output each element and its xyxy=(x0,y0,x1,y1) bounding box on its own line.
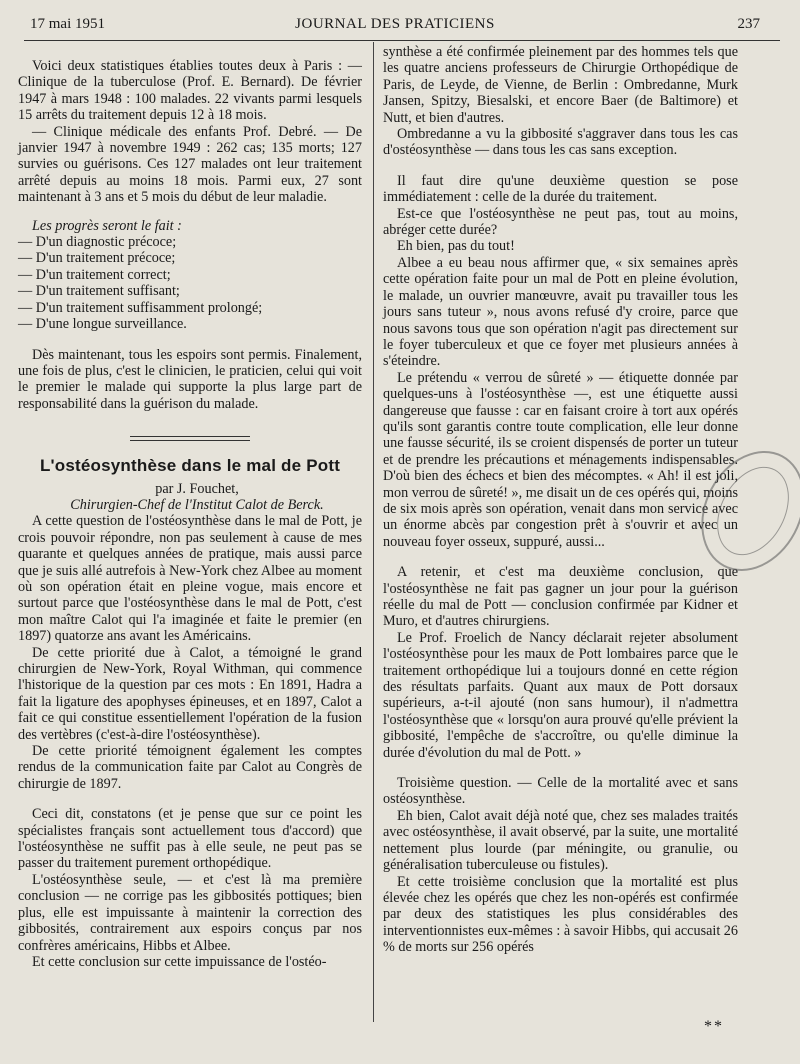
header-page-number: 237 xyxy=(737,16,760,32)
paragraph: Est-ce que l'ostéosynthèse ne peut pas, tout au moins, abréger cette durée? xyxy=(383,205,738,239)
paragraph: A retenir, et c'est ma deuxième conclusion, que l'ostéosynthèse ne fait pas gagner un jour pour la guérison réelle du mal de Pott — conclusion confirmée par Kidner et Muro, et d'autres chirurgiens. xyxy=(383,564,738,630)
list-item: — D'un traitement précoce; xyxy=(18,250,176,267)
paragraph: Le prétendu « verrou de sûreté » — étiquette donnée par quelques-uns à l'ostéosynthèse —, est une étiquette aussi dangereuse que fausse : car en faisant croire à tort aux opérés qu'ils sont garantis contre toute complication, elle leur donne une fausse sécurité, ils se croient dispensés de porter un tuteur et de prendre les précautions et ménagements indispensables. D'où bien des échecs et bien des mécomptes. « Ah! il est joli, mon verrou de sûreté! », me disait un de ces opérés qui, moins de six mois après son opération, venait dans mon service avec un énorme abcès par congestion prêt à s'ouvrir et avec un nouveau foyer osseux, suppuré, aussi... xyxy=(383,369,738,550)
article-byline: par J. Fouchet, xyxy=(155,480,239,497)
paragraph: Ombredanne a vu la gibbosité s'aggraver dans tous les cas d'ostéosynthèse — dans tous les cas sans exception. xyxy=(383,126,738,159)
list-lead: Les progrès seront le fait : xyxy=(32,217,182,234)
paragraph: A cette question de l'ostéosynthèse dans le mal de Pott, je crois pouvoir répondre, non pas seulement à cause de mes quarante et quelques années de pratique, mais aussi parce que je suis allé autrefois à New-York chez Albee au moment où son opération était en pleine vogue, mais encore et surtout parce que l'ostéosynthèse dans le mal de Pott, c'est mon maître Calot qui l'a imaginée et faite le premier (en 1897) quatorze ans avant les Américains. xyxy=(18,513,362,645)
left-column xyxy=(18,58,362,970)
header-journal-title: JOURNAL DES PRATICIENS xyxy=(295,16,495,32)
paragraph: De cette priorité témoignent également les comptes rendus de la communication faite par Calot au Congrès de chirurgie de 1897. xyxy=(18,743,362,792)
paragraph: — Clinique médicale des enfants Prof. Debré. — De janvier 1947 à novembre 1949 : 262 cas; 135 morts; 127 survies ou guérisons. Ces 127 malades ont leur traitement arrêté depuis au moins 18 mois. Parmi eux, 27 sont maintenant à 3 ans et 5 mois du début de leur maladie. xyxy=(18,123,362,206)
header-rule xyxy=(24,40,780,41)
list-item: — D'une longue surveillance. xyxy=(18,316,187,333)
paragraph: Et cette troisième conclusion que la mortalité est plus élevée chez les opérés que chez les non-opérés est confirmée par deux des statistiques les plus considérables des interventionnistes eux-mêmes : à savoir Hibbs, qui accusait 26 % de morts sur 256 opérés xyxy=(383,873,738,956)
paragraph: Albee a eu beau nous affirmer que, « six semaines après cette opération faite pour un mal de Pott en pleine évolution, le malade, un ouvrier manœuvre, avait pu travailler tous les jours sans tuteur », nous avons refusé d'y croire, parce que nous savons tous que son opération n'agit pas directement sur le foyer tuberculeux et que ce foyer met plusieurs années à s'éteindre. xyxy=(383,254,738,370)
article-title: L'ostéosynthèse dans le mal de Pott xyxy=(39,456,341,476)
progress-list xyxy=(18,218,362,333)
paragraph: Le Prof. Froelich de Nancy déclarait rejeter absolument l'ostéosynthèse pour les maux de Pott lombaires parce que le traitement orthopédique lui a toujours donné en cette région des résultats parfaits. Quant aux maux de Pott dorsaux supérieurs, a-t-il ajouté (non sans humour), il n'admettra l'ostéosynthèse que « lorsqu'on aura prouvé qu'elle prévient la gibbosité, l'empêche de s'accroître, ou qu'elle diminue la durée d'évolution du mal de Pott. » xyxy=(383,629,738,761)
paragraph: Troisième question. — Celle de la mortalité avec et sans ostéosynthèse. xyxy=(383,775,738,808)
column-divider xyxy=(373,42,374,1022)
section-separator xyxy=(130,436,250,444)
list-item: — D'un traitement correct; xyxy=(18,266,171,283)
paragraph: Il faut dire qu'une deuxième question se pose immédiatement : celle de la durée du traitement. xyxy=(383,172,738,206)
list-item: — D'un traitement suffisant; xyxy=(18,283,180,300)
header-date: 17 mai 1951 xyxy=(30,16,105,32)
page-header xyxy=(20,14,770,36)
paragraph: De cette priorité due à Calot, a témoigné le grand chirurgien de New-York, Royal Withman, qui commence l'historique de la question par ces mots : En 1891, Hadra a fait la ligature des apophyses épineuses, et en 1897, Calot a fait ce qui constitue essentiellement l'opération de la fusion des vertèbres (c'est-à-dire l'ostéosynthèse). xyxy=(18,644,362,743)
paragraph: Et cette conclusion sur cette impuissance de l'ostéo- xyxy=(32,953,327,970)
paragraph: L'ostéosynthèse seule, — et c'est là ma première conclusion — ne corrige pas les gibbosités pottiques; bien plus, elle est impuissante à maintenir la correction des gibbosités, contrairement aux espoirs conçus par nos confrères américains, Hibbs et Albee. xyxy=(18,871,362,954)
article-affiliation: Chirurgien-Chef de l'Institut Calot de Berck. xyxy=(70,496,324,513)
footer-mark: ** xyxy=(704,1018,724,1035)
list-item: — D'un traitement suffisamment prolongé; xyxy=(18,299,263,316)
paragraph: Voici deux statistiques établies toutes deux à Paris : — Clinique de la tuberculose (Prof. E. Bernard). De février 1947 à mars 1948 : 100 malades. 22 vivants parmi lesquels 15 arrêts du traitement depuis 12 à 18 mois. xyxy=(18,58,362,124)
list-item: — D'un diagnostic précoce; xyxy=(18,234,177,251)
paragraph: Eh bien, Calot avait déjà noté que, chez ses malades traités avec ostéosynthèse, il avait observé, par la suite, une mortalité nettement plus lourde (par méningite, ou granulie, ou généralisation tuberculeuse ou fistules). xyxy=(383,807,738,874)
paragraph: Eh bien, pas du tout! xyxy=(397,238,515,255)
right-column xyxy=(383,44,738,956)
paragraph: Ceci dit, constatons (et je pense que sur ce point les spécialistes français sont actuellement tous d'accord) que l'ostéosynthèse ne suffit pas à elle seule, ne peut pas se passer du traitement purement orthopédique. xyxy=(18,806,362,872)
paragraph: Dès maintenant, tous les espoirs sont permis. Finalement, une fois de plus, c'est le clinicien, le praticien, celui qui voit le premier le malade qui supporte la plus large part de responsabilité dans la guérison du malade. xyxy=(18,346,362,412)
paragraph: synthèse a été confirmée pleinement par des hommes tels que les quatre anciens professeurs de Chirurgie Orthopédique de Paris, de Leyde, de Vienne, de Berlin : Ombredanne, Murk Jansen, Spitzy, Biesalski, et encore Baer (de Baltimore) et Nutt, et bien d'autres. xyxy=(383,44,738,126)
